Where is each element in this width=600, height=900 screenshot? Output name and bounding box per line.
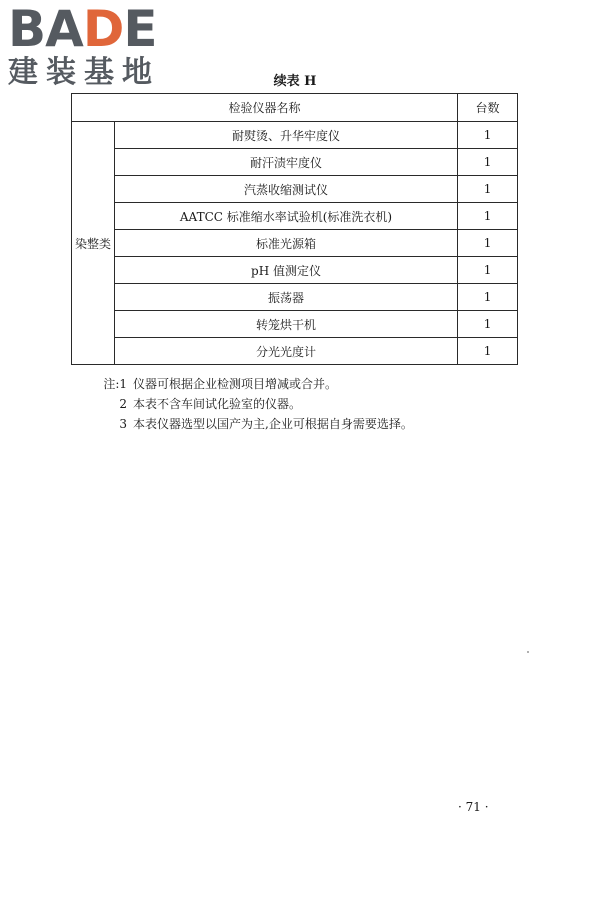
table-row [72,176,518,203]
header-count: 台数 [458,94,518,122]
note-item [95,394,413,414]
note-number: 3 [119,417,127,431]
instrument-count-cell: 1 [458,203,518,230]
table-row [72,230,518,257]
instrument-count-cell: 1 [458,338,518,365]
logo-letters-end: E [123,0,157,58]
instrument-count-cell: 1 [458,257,518,284]
instrument-name-cell: 汽蒸收缩测试仪 [114,176,457,203]
instrument-name-cell: 耐熨烫、升华牢度仪 [114,122,457,149]
table-notes [95,374,413,434]
instrument-name-cell: 转笼烘干机 [114,311,457,338]
table-row [72,122,518,149]
instrument-name-cell: 耐汗渍牢度仪 [114,149,457,176]
table-row [72,257,518,284]
note-text: 本表不含车间试化验室的仪器。 [133,397,302,411]
note-text: 本表仪器选型以国产为主,企业可根据自身需要选择。 [133,417,413,431]
instrument-count-cell: 1 [458,149,518,176]
instrument-name-cell: 分光光度计 [114,338,457,365]
instrument-name-cell: pH 值测定仪 [114,257,457,284]
logo-accent-letter: D [82,0,124,58]
instrument-count-cell: 1 [458,311,518,338]
note-text: 仪器可根据企业检测项目增减或合并。 [133,377,338,391]
scan-speck [527,651,529,653]
table-header-row [72,94,518,122]
instrument-name-cell: AATCC 标准缩水率试验机(标准洗衣机) [114,203,457,230]
instrument-name-cell: 振荡器 [114,284,457,311]
table-row [72,311,518,338]
instrument-name-cell: 标准光源箱 [114,230,457,257]
logo-wordmark [8,0,178,58]
note-number: 2 [119,397,127,411]
table-row [72,284,518,311]
table-title: 续表 H [273,74,317,89]
instrument-count-cell: 1 [458,176,518,203]
table-row [72,203,518,230]
logo-chinese-text: 建装基地 [8,55,160,90]
note-number: 注:1 [103,377,127,391]
table-row [72,149,518,176]
note-item [95,414,413,434]
header-instrument-name: 检验仪器名称 [72,94,458,122]
instrument-count-cell: 1 [458,122,518,149]
instrument-table [71,93,518,365]
instrument-count-cell: 1 [458,230,518,257]
note-item [95,374,413,394]
table-row [72,338,518,365]
logo-letters: BA [8,0,83,58]
instrument-count-cell: 1 [458,284,518,311]
bade-logo [8,0,178,90]
category-cell: 染整类 [72,122,115,365]
page-number: · 71 · [458,800,489,814]
